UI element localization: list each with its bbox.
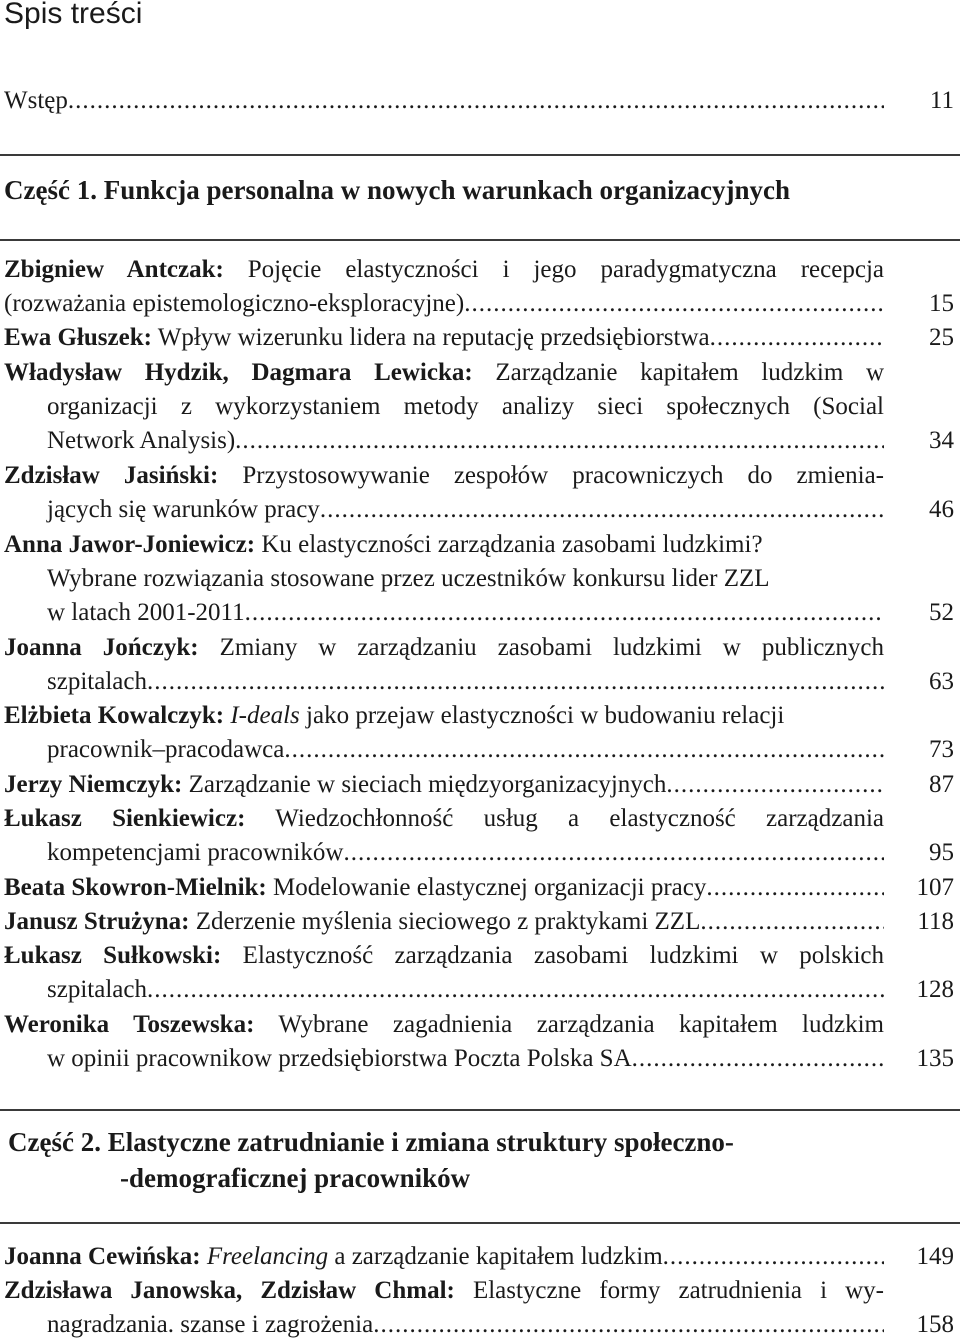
toc-entry-continuation[interactable] bbox=[47, 973, 884, 1007]
entry-author: Beata Skowron-Mielnik: bbox=[4, 874, 267, 901]
entry-author: Weronika Toszewska: bbox=[4, 1011, 255, 1038]
dot-leader bbox=[464, 287, 884, 321]
entry-title-italic: Freelancing bbox=[206, 1243, 329, 1270]
toc-entry[interactable] bbox=[4, 1274, 884, 1308]
toc-entry-continuation[interactable] bbox=[47, 1308, 884, 1342]
toc-entry[interactable] bbox=[4, 939, 884, 973]
entry-author: Łukasz Sienkiewicz: bbox=[4, 805, 246, 832]
page-number: 149 bbox=[916, 1243, 954, 1270]
page-number: 25 bbox=[929, 324, 954, 351]
section-divider bbox=[0, 154, 960, 156]
dot-leader bbox=[147, 665, 884, 699]
dot-leader bbox=[320, 493, 884, 527]
entry-title: Wpływ wizerunku lidera na reputację przedsiębiorstwa bbox=[157, 324, 710, 351]
section-divider bbox=[0, 1109, 960, 1111]
toc-entry-continuation[interactable] bbox=[47, 733, 884, 767]
toc-entry-continuation[interactable] bbox=[4, 287, 884, 321]
entry-title: (rozważania epistemologiczno-eksploracyjne) bbox=[4, 290, 465, 317]
entry-title: Ku elastyczności zarządzania zasobami ludzkimi? bbox=[261, 531, 763, 558]
toc-entry-continuation[interactable] bbox=[47, 596, 884, 630]
entry-title: kompetencjami pracowników bbox=[47, 839, 344, 866]
entry-author: Łukasz Sułkowski: bbox=[4, 942, 222, 969]
dot-leader bbox=[706, 871, 884, 905]
entry-title: Wybrane zagadnienia zarządzania kapitałem ludzkim bbox=[278, 1011, 884, 1038]
toc-entry[interactable] bbox=[4, 356, 884, 390]
dot-leader bbox=[666, 768, 884, 802]
section-divider bbox=[0, 239, 960, 241]
entry-title: Zarządzanie kapitałem ludzkim w bbox=[495, 359, 884, 386]
page-number: 63 bbox=[929, 668, 954, 695]
entry-title: nagradzania. szanse i zagrożenia bbox=[47, 1311, 374, 1338]
entry-title: Przystosowywanie zespołów pracowniczych do zmienia- bbox=[242, 462, 884, 489]
entry-author: Joanna Jończyk: bbox=[4, 634, 199, 661]
toc-entry[interactable] bbox=[4, 768, 884, 802]
entry-title: Wiedzochłonność usług a elastyczność zarządzania bbox=[275, 805, 884, 832]
entry-title: w latach 2001-2011 bbox=[47, 599, 245, 626]
entry-title-italic: I-deals bbox=[230, 702, 300, 729]
toc-entry[interactable] bbox=[4, 905, 884, 939]
toc-entry-continuation[interactable] bbox=[47, 424, 884, 458]
dot-leader bbox=[700, 905, 884, 939]
entry-author: Elżbieta Kowalczyk: bbox=[4, 702, 225, 729]
entry-title: jących się warunków pracy bbox=[47, 496, 320, 523]
entry-author: Władysław Hydzik, Dagmara Lewicka: bbox=[4, 359, 473, 386]
toc-entry-continuation[interactable] bbox=[47, 665, 884, 699]
dot-leader bbox=[68, 84, 884, 118]
toc-entry[interactable] bbox=[4, 321, 884, 355]
entry-author: Zdzisława Janowska, Zdzisław Chmal: bbox=[4, 1277, 455, 1304]
entry-author: Jerzy Niemczyk: bbox=[4, 771, 183, 798]
intro-title: Wstęp bbox=[4, 87, 68, 114]
dot-leader bbox=[632, 1042, 884, 1076]
toc-entry-continuation[interactable] bbox=[47, 836, 884, 870]
entry-author: Zdzisław Jasiński: bbox=[4, 462, 219, 489]
entry-title: szpitalach bbox=[47, 976, 147, 1003]
page-number: 95 bbox=[929, 839, 954, 866]
toc-entry[interactable] bbox=[4, 1008, 884, 1042]
entry-title: Zmiany w zarządzaniu zasobami ludzkimi w publicznych bbox=[219, 634, 885, 661]
toc-entry-continuation[interactable] bbox=[47, 1042, 884, 1076]
entry-title: szpitalach bbox=[47, 668, 147, 695]
page-number: 73 bbox=[929, 736, 954, 763]
entry-author: Joanna Cewińska: bbox=[4, 1243, 201, 1270]
entry-author: Anna Jawor-Joniewicz: bbox=[4, 531, 256, 558]
entry-title: Pojęcie elastyczności i jego paradygmatyczna recepcja bbox=[247, 256, 884, 283]
page-number: 15 bbox=[929, 290, 954, 317]
entry-author: Janusz Strużyna: bbox=[4, 908, 190, 935]
page-number: 128 bbox=[916, 976, 954, 1003]
toc-entry[interactable] bbox=[4, 253, 884, 287]
toc-entry[interactable] bbox=[4, 1240, 884, 1274]
toc-entry[interactable] bbox=[4, 631, 884, 665]
entry-title: Elastyczność zarządzania zasobami ludzkimi w polskich bbox=[242, 942, 885, 969]
entry-title: a zarządzanie kapitałem ludzkim bbox=[334, 1243, 663, 1270]
toc-entry-intro[interactable] bbox=[4, 84, 884, 118]
part-2-heading: Część 2. Elastyczne zatrudnianie i zmiana struktury społeczno- bbox=[8, 1127, 734, 1157]
toc-entry[interactable] bbox=[4, 528, 884, 562]
entry-author: Zbigniew Antczak: bbox=[4, 256, 224, 283]
page-number: 158 bbox=[916, 1311, 954, 1338]
entry-title: jako przejaw elastyczności w budowaniu relacji bbox=[306, 702, 785, 729]
entry-title: Modelowanie elastycznej organizacji pracy bbox=[273, 874, 707, 901]
page-number: 34 bbox=[929, 427, 954, 454]
toc-entry-continuation bbox=[47, 562, 884, 596]
dot-leader bbox=[147, 973, 884, 1007]
dot-leader bbox=[373, 1308, 884, 1342]
dot-leader bbox=[710, 321, 884, 355]
entry-title: organizacji z wykorzystaniem metody analizy sieci społecznych (Social bbox=[47, 393, 884, 420]
page-number: 87 bbox=[929, 771, 954, 798]
part-1-heading: Część 1. Funkcja personalna w nowych warunkach organizacyjnych bbox=[4, 175, 791, 205]
dot-leader bbox=[284, 733, 884, 767]
entry-title: pracownik–pracodawca bbox=[47, 736, 285, 763]
toc-entry[interactable] bbox=[4, 459, 884, 493]
dot-leader bbox=[343, 836, 884, 870]
entry-title: w opinii pracownikow przedsiębiorstwa Poczta Polska SA bbox=[47, 1045, 632, 1072]
page-number: 11 bbox=[929, 87, 954, 114]
page-number: 107 bbox=[916, 874, 954, 901]
page-number: 135 bbox=[916, 1045, 954, 1072]
dot-leader bbox=[663, 1240, 884, 1274]
entry-author: Ewa Głuszek: bbox=[4, 324, 152, 351]
section-divider bbox=[0, 1222, 960, 1224]
entry-title: Network Analysis) bbox=[47, 427, 236, 454]
dot-leader bbox=[245, 596, 884, 630]
entry-title: Zderzenie myślenia sieciowego z praktykami ZZL bbox=[195, 908, 701, 935]
page-number: 52 bbox=[929, 599, 954, 626]
dot-leader bbox=[235, 424, 884, 458]
toc-entry[interactable] bbox=[4, 871, 884, 905]
toc-entry-continuation bbox=[47, 390, 884, 424]
page-title: Spis treści bbox=[4, 0, 143, 30]
entry-title: Elastyczne formy zatrudnienia i wy- bbox=[472, 1277, 885, 1304]
toc-entry[interactable] bbox=[4, 699, 884, 733]
part-2-heading-continuation: -demograficznej pracowników bbox=[120, 1163, 471, 1193]
page-number: 118 bbox=[917, 908, 954, 935]
entry-title: Wybrane rozwiązania stosowane przez uczestników konkursu lider ZZL bbox=[47, 565, 770, 592]
page-number: 46 bbox=[929, 496, 954, 523]
toc-entry-continuation[interactable] bbox=[47, 493, 884, 527]
toc-entry[interactable] bbox=[4, 802, 884, 836]
entry-title: Zarządzanie w sieciach międzyorganizacyjnych bbox=[188, 771, 667, 798]
